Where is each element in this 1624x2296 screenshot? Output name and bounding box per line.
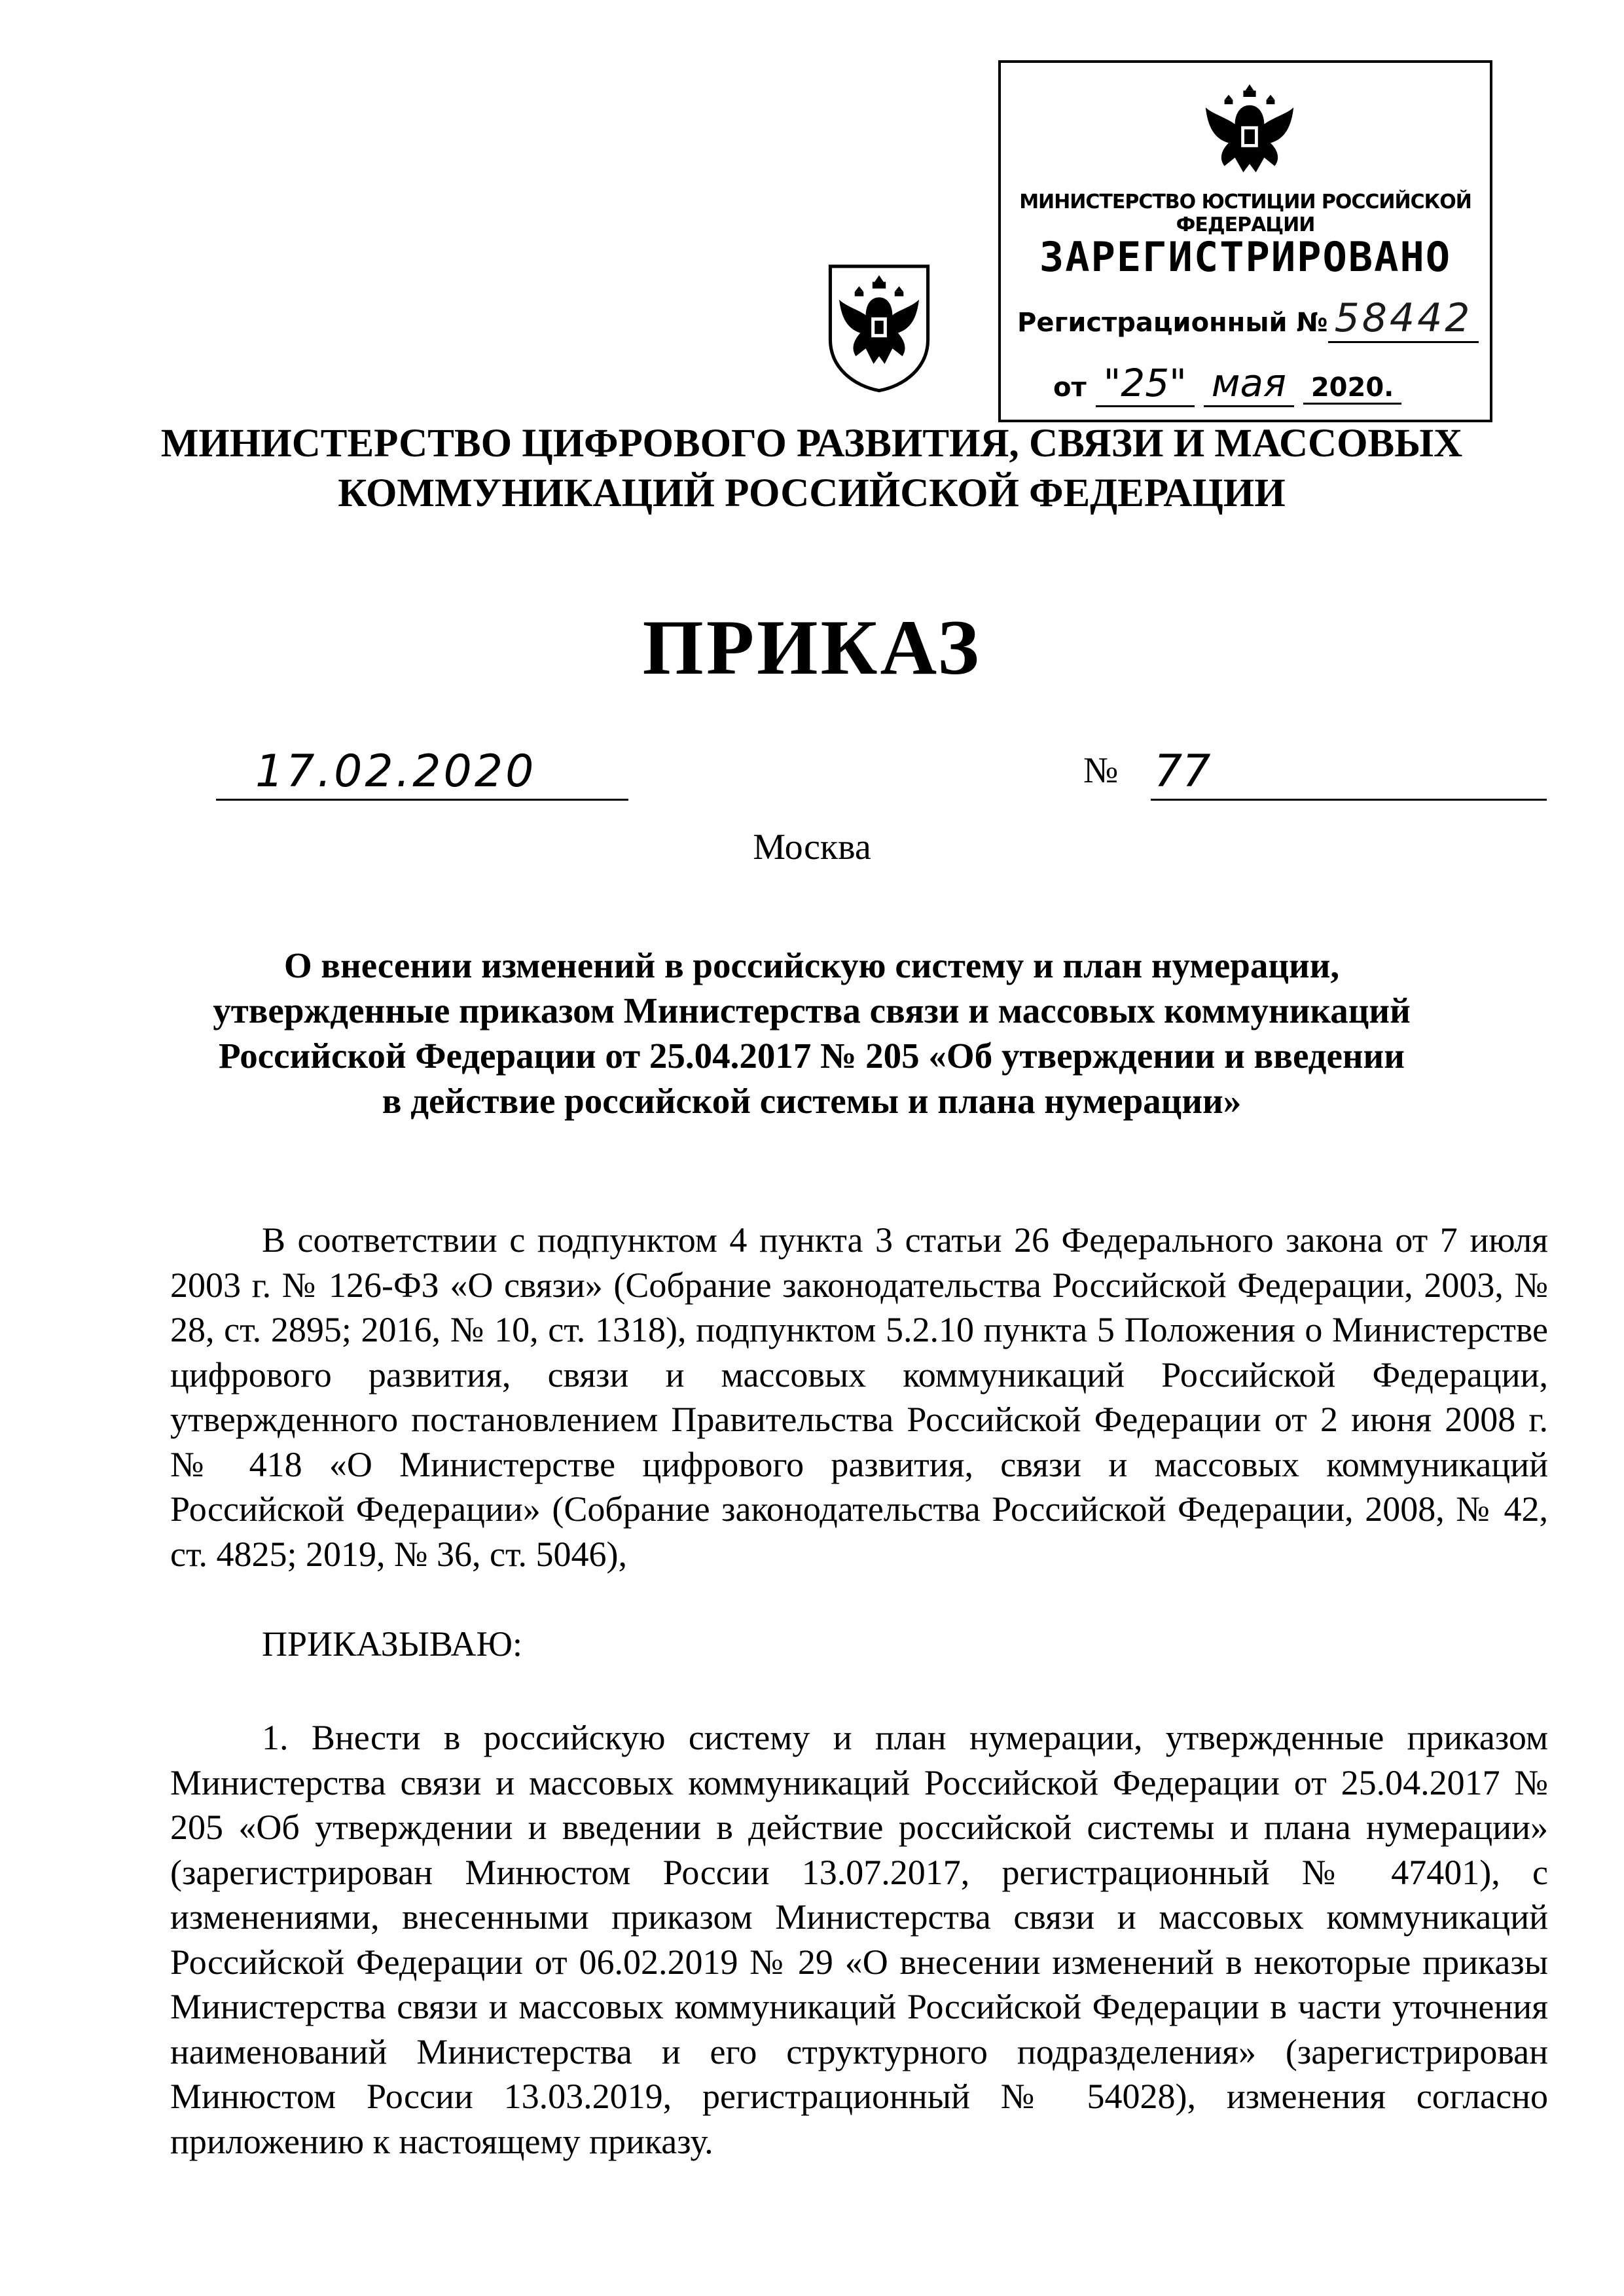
coat-of-arms-icon — [1197, 76, 1302, 181]
stamp-registration-number: 58442 — [1328, 295, 1479, 343]
ministry-name-line-1: МИНИСТЕРСТВО ЦИФРОВОГО РАЗВИТИЯ, СВЯЗИ И МАССОВЫХ — [160, 422, 1463, 465]
city-name: Москва — [753, 827, 871, 867]
order-number-sign: № — [1083, 750, 1119, 791]
document-title: ПРИКАЗ — [642, 604, 982, 691]
subject-line-2: утвержденные приказом Министерства связи и массовых коммуникаций — [213, 991, 1411, 1030]
item-1-paragraph: 1. Внести в российскую систему и план нумерации, утвержденные приказом Министерства связи и массовых коммуникаций Российской Федерации от 25.04.2017 № 205 «Об утверждении и введении в действие российской системы и плана нумерации» (зарегистрирован Минюстом России 13.07.2017, регистрационный № 47401), с изменениями, внесенными приказом Министерства связи и массовых коммуникаций Российской Федерации от 06.02.2019 № 29 «О внесении изменений в некоторые приказы Министерства связи и массовых коммуникаций Российской Федерации в части уточнения наименований Министерства и его структурного подразделения» (зарегистрирован Минюстом России 13.03.2019, регистрационный № 54028), изменения согласно приложению к настоящему приказу. — [170, 1718, 1548, 2161]
stamp-registration-number-line — [1017, 295, 1479, 341]
stamp-date-year: 2020. — [1303, 373, 1402, 405]
preamble-paragraph: В соответствии с подпунктом 4 пункта 3 статьи 26 Федерального закона от 7 июля 2003 г. № 126-ФЗ «О связи» (Собрание законодательства Российской Федерации, 2003, № 28, ст. 2895; 2016, № 10, ст. 1318), подпунктом 5.2.10 пункта 5 Положения о Министерстве цифрового развития, связи и массовых коммуникаций Российской Федерации, утвержденного постановлением Правительства Российской Федерации от 2 июня 2008 г. № 418 «О Министерстве цифрового развития, связи и массовых коммуникаций Российской Федерации» (Собрание законодательства Российской Федерации, 2008, № 42, ст. 4825; 2019, № 36, ст. 5046), — [170, 1220, 1548, 1574]
stamp-date-day: "25" — [1096, 361, 1195, 407]
order-number-field — [1151, 746, 1547, 801]
ministry-header — [131, 419, 1492, 519]
stamp-date-line — [1053, 361, 1401, 405]
subject-line-3: Российской Федерации от 25.04.2017 № 205 «Об утверждении и введении — [219, 1036, 1405, 1076]
stamp-registration-label: Регистрационный № — [1017, 308, 1328, 338]
subject-line-4: в действие российской системы и плана нумерации» — [382, 1081, 1242, 1121]
stamp-date-prefix: от — [1053, 373, 1087, 403]
order-number: 77 — [1154, 746, 1211, 797]
coat-of-arms-icon — [823, 262, 935, 393]
registration-stamp — [998, 60, 1492, 422]
ministry-name-line-2: КОММУНИКАЦИЙ РОССИЙСКОЙ ФЕДЕРАЦИИ — [338, 471, 1286, 515]
stamp-date-month: мая — [1204, 361, 1294, 407]
order-date: 17.02.2020 — [255, 746, 537, 797]
order-date-field — [216, 746, 628, 801]
stamp-registered-label: ЗАРЕГИСТРИРОВАНО — [1039, 233, 1452, 281]
subject-line-1: О внесении изменений в российскую систему и план нумерации, — [283, 945, 1340, 985]
stamp-ministry-name: МИНИСТЕРСТВО ЮСТИЦИИ РОССИЙСКОЙ ФЕДЕРАЦИИ — [1019, 191, 1471, 236]
order-directive: ПРИКАЗЫВАЮ: — [262, 1624, 522, 1664]
order-subject — [164, 943, 1460, 1123]
